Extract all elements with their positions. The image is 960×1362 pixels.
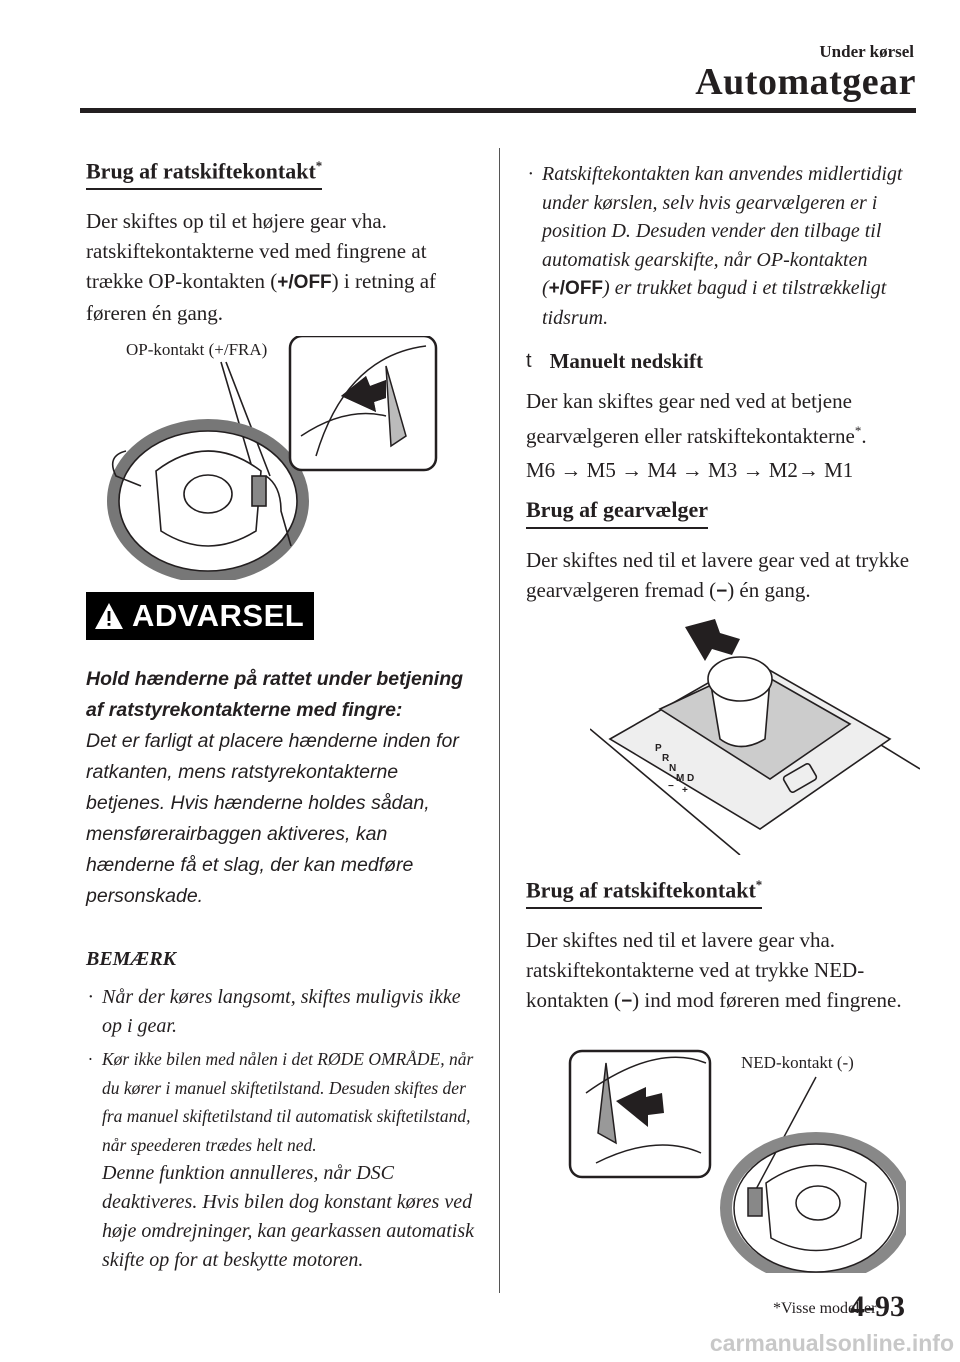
- chapter-title: Automatgear: [695, 61, 916, 103]
- note-title: BEMÆRK: [86, 948, 177, 971]
- note-item: · Ratskiftekontakten kan anvendes midlertidigt under kørslen, selv hvis gearvælgeren er i position D. Desuden vender den tilbage til automatisk gearskifte, når OP-kontakten (+/OFF) er trukket bagud i et tilstrækkeligt tidsrum.: [528, 163, 903, 329]
- paddle-downshift-paragraph: Der skiftes ned til et lavere gear vha. ratskiftekontakterne ved at trykke NED-kontakten (−) ind mod føreren med fingrene.: [526, 927, 902, 1012]
- footnote: *Visse modeller.: [773, 1300, 880, 1317]
- gear-lever-illustration: [590, 619, 920, 855]
- page-number: 4-93: [850, 1290, 905, 1323]
- gate-label: M: [676, 772, 685, 784]
- heading-gear-lever: Brug af gearvælger: [526, 497, 708, 529]
- warning-text: [86, 664, 478, 912]
- warning-title: ADVARSEL: [132, 598, 305, 634]
- column-divider: [499, 148, 500, 1293]
- warning-lead: Hold hænderne på rattet under betjening af ratstyrekontakterne med fingre:: [86, 668, 464, 722]
- warning-body: Det er farligt at placere hænderne inden for ratkanten, mens ratstyrekontakterne betjenes. Hvis hænderne holdes sådan, mensførerairbaggen aktiveres, kan hænderne få et slag, der kan medføre personskade.: [86, 730, 459, 908]
- note-list-continued: [526, 160, 921, 333]
- gate-label: R: [662, 752, 670, 764]
- left-column: [86, 158, 478, 1275]
- arrow-icon: [685, 619, 740, 661]
- down-paddle-label: NED-kontakt (-): [741, 1052, 854, 1072]
- gate-label: P: [655, 742, 662, 754]
- right-column: [526, 160, 921, 1273]
- figure-up-paddle: [86, 336, 446, 580]
- steering-wheel-illustration: [86, 336, 446, 580]
- gate-label: −: [668, 780, 674, 792]
- warning-banner: [86, 592, 314, 640]
- watermark: carmanualsonline.info: [709, 1330, 954, 1356]
- subheading-manual-downshift: t Manuelt nedskift: [526, 348, 703, 373]
- section-label: Under kørsel: [819, 42, 914, 61]
- up-paddle-label: OP-kontakt (+/FRA): [126, 340, 268, 360]
- gear-sequence: M6 → M5 → M4 → M3 → M2→ M1: [526, 457, 854, 482]
- warning-triangle-icon: [94, 602, 124, 630]
- heading-paddle-downshift: Brug af ratskiftekontakt*: [526, 877, 762, 909]
- downshift-paragraph: Der kan skiftes gear ned ved at betjene gearvælgeren eller ratskiftekontakterne*.: [526, 388, 867, 448]
- figure-gear-lever: [590, 619, 920, 855]
- upshift-paragraph: Der skiftes op til et højere gear vha. ratskiftekontakterne ved med fingrene at trække OP-kontakten (+/OFF) i retning af føreren én gang.: [86, 209, 437, 326]
- heading-paddle-upshift: Brug af ratskiftekontakt*: [86, 158, 322, 190]
- gate-label: N: [669, 762, 677, 774]
- header-rule: [80, 108, 916, 113]
- note-item: · Når der køres langsomt, skiftes muligvis ikke op i gear.: [88, 986, 461, 1038]
- note-list: [86, 983, 478, 1275]
- section-marker: t: [526, 349, 532, 372]
- gate-label: +: [682, 784, 688, 796]
- figure-down-paddle: [536, 1033, 906, 1273]
- note-item: · Kør ikke bilen med nålen i det RØDE OMRÅDE, når du kører i manuel skiftetilstand. Desuden skiftes der fra manuel skiftetilstand til automatisk skiftetilstand, når speederen trædes helt ned. Denne funktion annulleres, når DSC deaktiveres. Hvis bilen dog konstant køres ved høje omdrejninger, kan gearkassen automatisk skifte op for at beskytte motoren.: [86, 1045, 478, 1275]
- gate-label: D: [687, 772, 695, 784]
- gear-lever-paragraph: Der skiftes ned til et lavere gear ved at trykke gearvælgeren fremad (−) én gang.: [526, 547, 910, 602]
- note-item-continuation: Denne funktion annulleres, når DSC deaktiveres. Hvis bilen dog konstant køres ved høje omdrejninger, kan gearkassen automatisk skifte op for at beskytte motoren.: [102, 1162, 474, 1272]
